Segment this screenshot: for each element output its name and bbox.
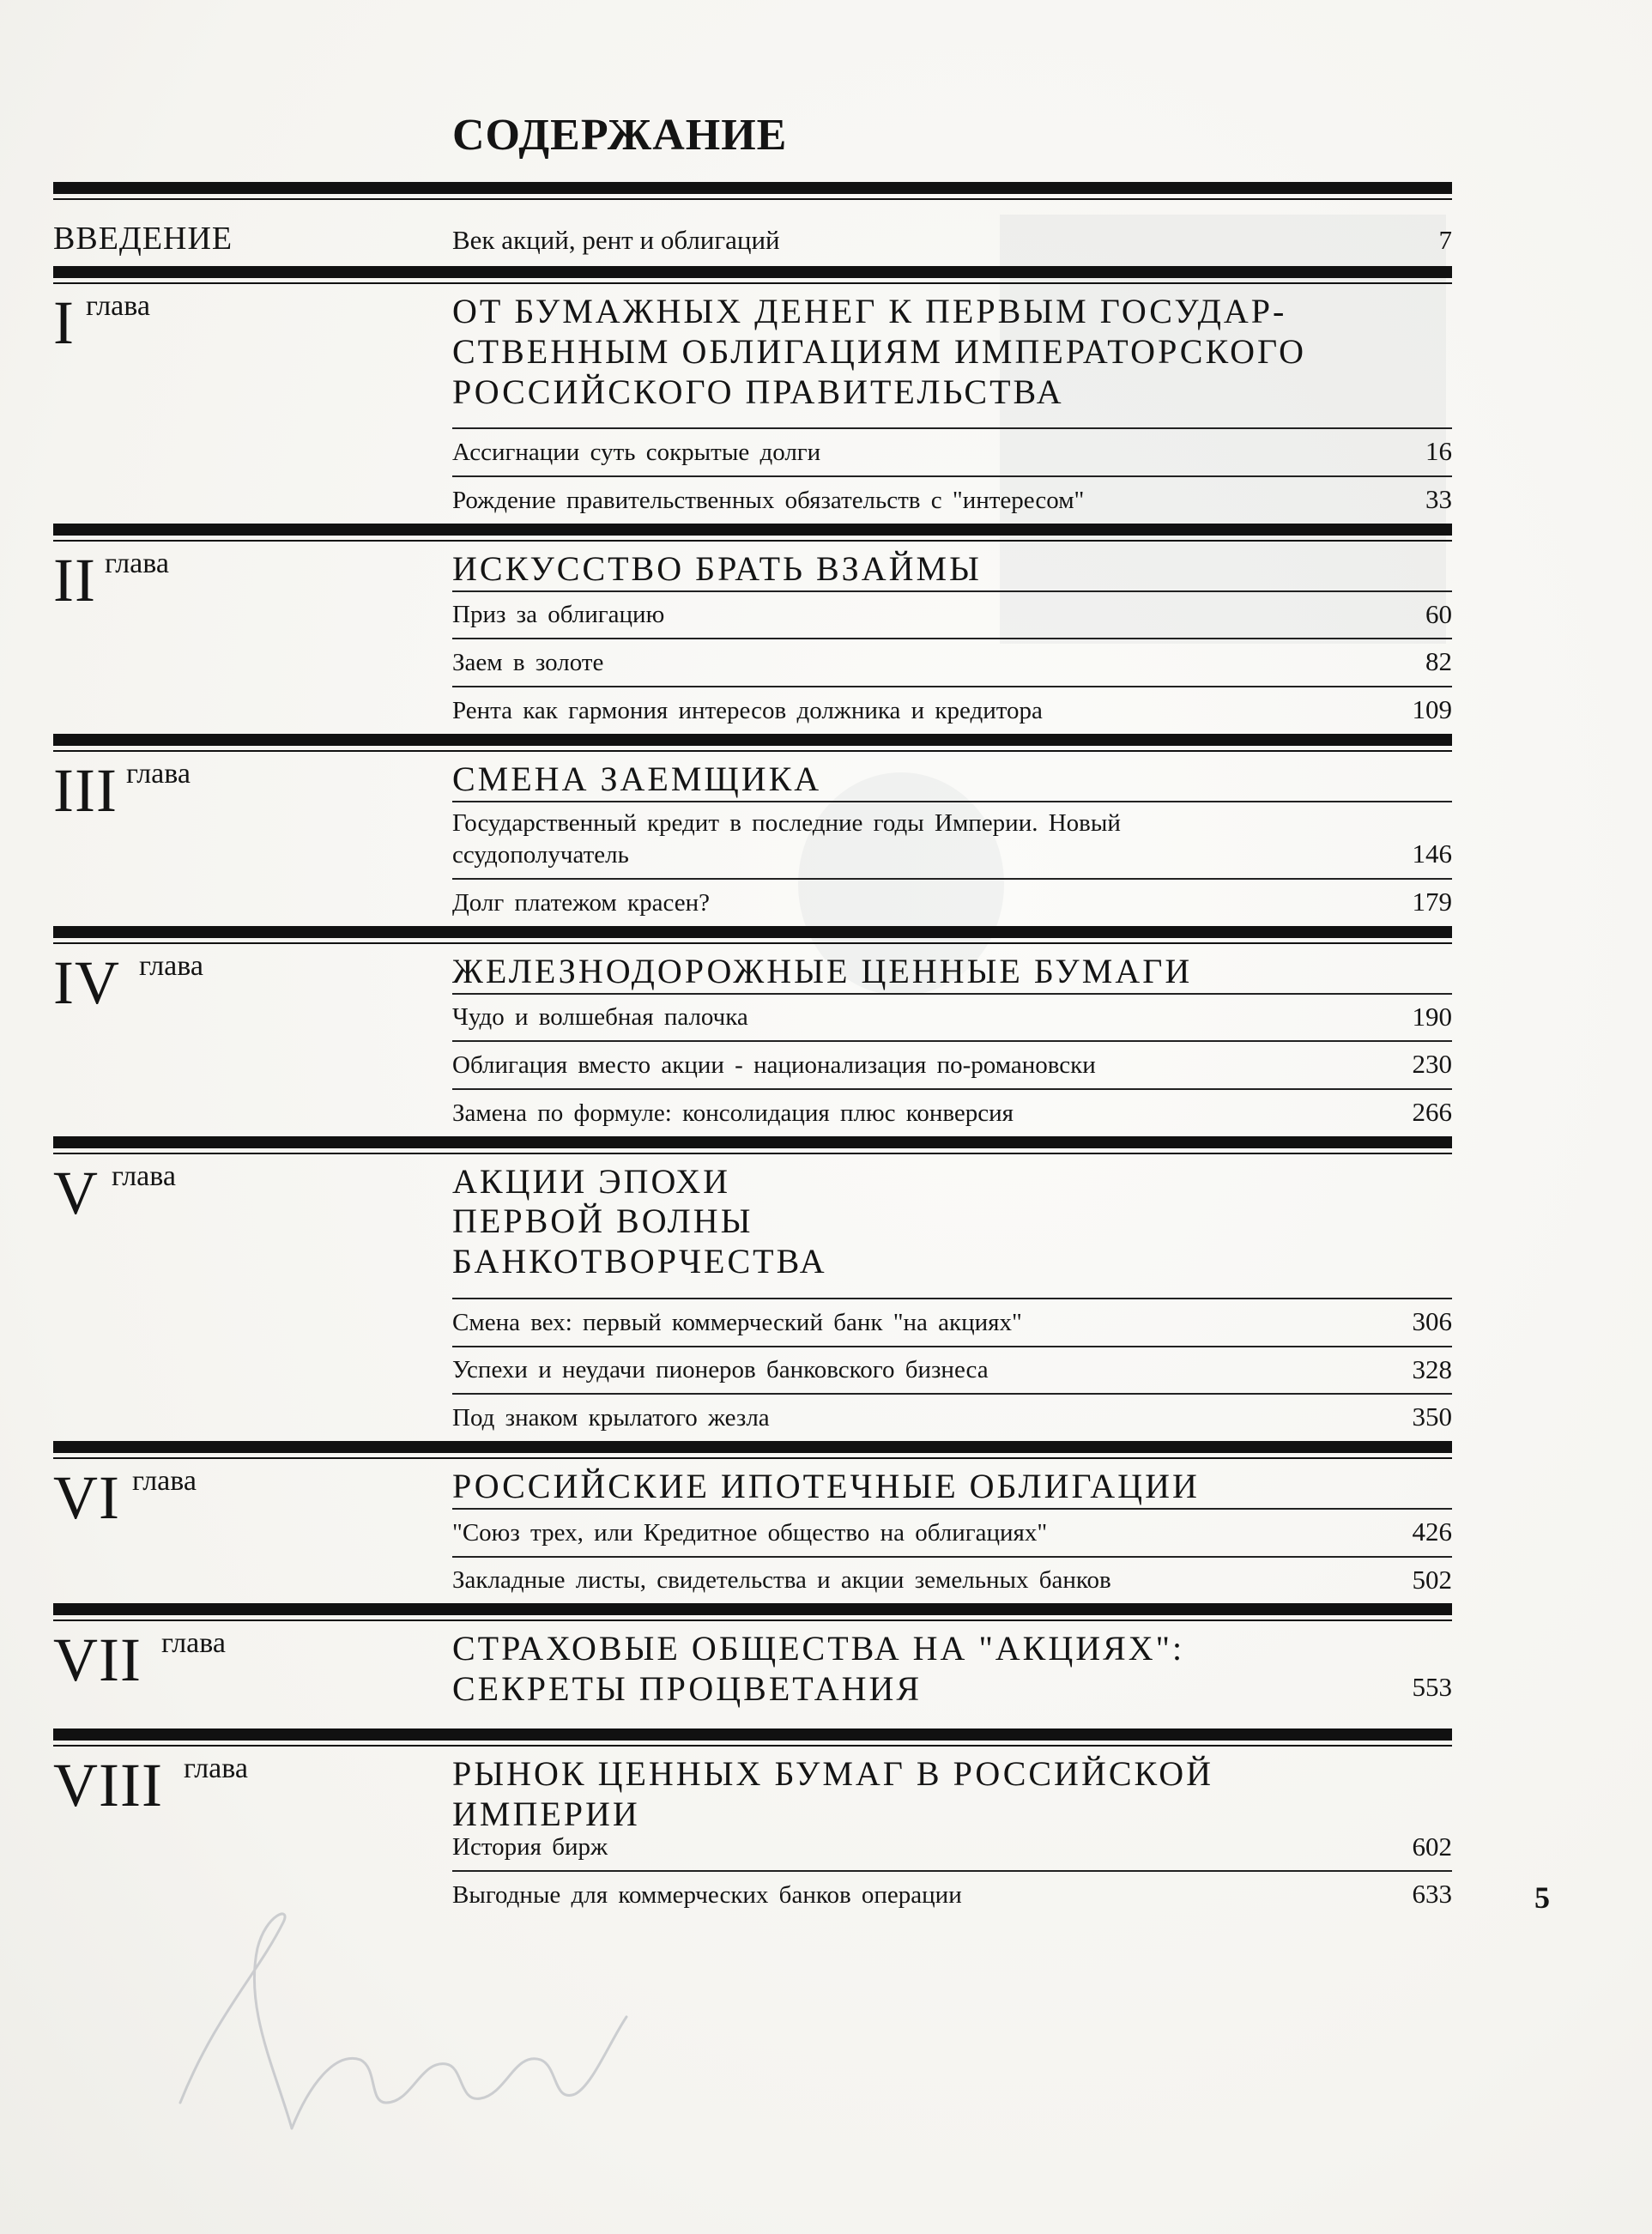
chapter-label (53, 1626, 452, 1698)
chapter-label (53, 1158, 452, 1231)
chapter-label (53, 545, 452, 615)
toc-entry-page: 230 (1412, 1049, 1452, 1080)
chapter-entries (452, 427, 1452, 523)
toc-entry[interactable] (452, 1298, 1452, 1346)
chapter-numeral: I (53, 288, 75, 357)
chapter-word: глава (126, 757, 191, 790)
pencil-signature-icon (163, 1845, 644, 2171)
chapter-5 (53, 1136, 1452, 1441)
chapter-title[interactable]: РОССИЙСКИЕ ИПОТЕЧНЫЕ ОБЛИГАЦИИ (452, 1467, 1200, 1506)
toc-entry-title: "Союз трех, или Кредитное общество на облигациях" (452, 1518, 1048, 1547)
toc-entry-title: Успехи и неудачи пионеров банковского бизнеса (452, 1356, 989, 1384)
toc-entry-title: Смена вех: первый коммерческий банк "на акциях" (452, 1308, 1022, 1336)
toc-entry-page: 16 (1425, 436, 1452, 467)
page-number: 5 (1534, 1880, 1550, 1915)
toc-entry-title: Рента как гармония интересов должника и кредитора (452, 696, 1043, 724)
toc-entry[interactable] (452, 801, 1452, 878)
toc-entry-title: Ассигнации суть сокрытые долги (452, 438, 821, 466)
toc-entry-title: Под знаком крылатого жезла (452, 1403, 770, 1432)
chapter-title: СТРАХОВЫЕ ОБЩЕСТВА НА "АКЦИЯХ": СЕКРЕТЫ ПРОЦВЕТАНИЯ (452, 1629, 1185, 1709)
toc-entry-title: Чудо и волшебная палочка (452, 1003, 748, 1032)
toc-entry[interactable] (452, 638, 1452, 686)
toc-entry-page: 146 (1412, 839, 1452, 869)
chapter-label (53, 755, 452, 825)
chapter-title-row[interactable] (452, 1629, 1452, 1710)
toc-entry-page: 60 (1425, 598, 1452, 629)
toc-entry[interactable] (452, 878, 1452, 926)
toc-entry-page: 306 (1412, 1306, 1452, 1337)
chapter-entries (452, 993, 1452, 1136)
toc-entry-page: 426 (1412, 1517, 1452, 1547)
table-of-contents (53, 182, 1452, 1918)
toc-entry-page: 328 (1412, 1353, 1452, 1384)
toc-entry-title: Облигация вместо акции - национализация по-романовски (452, 1050, 1096, 1079)
toc-entry-title: Закладные листы, свидетельства и акции земельных банков (452, 1566, 1111, 1595)
toc-entry-title: Государственный кредит в последние годы Империи. Новый ссудополучатель (452, 808, 1121, 869)
toc-entry[interactable] (452, 475, 1452, 524)
toc-entry[interactable] (452, 686, 1452, 734)
toc-entry-page: 179 (1412, 886, 1452, 917)
toc-entry-title: Долг платежом красен? (452, 888, 710, 917)
chapter-page: 553 (1412, 1672, 1452, 1702)
chapter-4 (53, 926, 1452, 1136)
toc-entry-title: Рождение правительственных обязательств с "интересом" (452, 486, 1085, 514)
chapter-word: глава (132, 1465, 197, 1498)
toc-entry-page: 266 (1412, 1096, 1452, 1127)
chapter-numeral: VI (53, 1463, 120, 1533)
chapter-entries (452, 1508, 1452, 1603)
chapter-numeral: II (53, 545, 96, 615)
intro-page: 7 (1438, 225, 1452, 255)
chapter-label (53, 1751, 452, 1819)
chapter-2 (53, 524, 1452, 734)
intro-label: ВВЕДЕНИЕ (53, 221, 233, 257)
chapter-title[interactable]: ИСКУССТВО БРАТЬ ВЗАЙМЫ (452, 548, 982, 588)
chapter-numeral: VII (53, 1626, 142, 1695)
chapter-numeral: IV (53, 947, 120, 1017)
toc-entry-page: 82 (1425, 646, 1452, 677)
toc-entry-page: 602 (1412, 1831, 1452, 1862)
chapter-numeral: III (53, 755, 118, 825)
chapter-numeral: V (53, 1158, 99, 1227)
chapter-entries (452, 1298, 1452, 1441)
toc-intro-section (53, 182, 1452, 266)
toc-entry[interactable] (452, 427, 1452, 475)
chapter-6 (53, 1441, 1452, 1603)
chapter-7 (53, 1603, 1452, 1728)
chapter-1 (53, 266, 1452, 524)
chapter-title[interactable]: АКЦИИ ЭПОХИ ПЕРВОЙ ВОЛНЫ БАНКОТВОРЧЕСТВА (452, 1161, 827, 1281)
chapter-label (53, 288, 452, 360)
chapter-entries (452, 590, 1452, 734)
toc-entry-title: Заем в золоте (452, 648, 604, 676)
toc-entry-title: История бирж (452, 1833, 608, 1862)
toc-entry-page: 502 (1412, 1564, 1452, 1595)
chapter-entries (452, 801, 1452, 926)
chapter-label (53, 1463, 452, 1533)
chapter-title[interactable]: РЫНОК ЦЕННЫХ БУМАГ В РОССИЙСКОЙ ИМПЕРИИ (452, 1754, 1213, 1833)
toc-entry-title: Приз за облигацию (452, 601, 665, 629)
chapter-word: глава (184, 1753, 248, 1784)
chapter-label (53, 947, 452, 1017)
toc-entry-page: 633 (1412, 1879, 1452, 1910)
toc-entry-page: 109 (1412, 694, 1452, 725)
toc-entry[interactable] (452, 1346, 1452, 1394)
chapter-numeral: VIII (53, 1751, 163, 1819)
chapter-word: глава (112, 1159, 176, 1192)
toc-entry-page: 33 (1425, 484, 1452, 515)
toc-entry-title: Выгодные для коммерческих банков операции (452, 1880, 962, 1909)
chapter-word: глава (139, 949, 203, 982)
page-title: СОДЕРЖАНИЕ (452, 111, 788, 160)
toc-entry-page: 190 (1412, 1001, 1452, 1032)
intro-title: Век акций, рент и облигаций (452, 225, 780, 255)
chapter-title[interactable]: СМЕНА ЗАЕМЩИКА (452, 759, 822, 798)
toc-entry[interactable] (452, 1556, 1452, 1604)
toc-entry[interactable] (452, 1040, 1452, 1088)
intro-row[interactable] (53, 194, 1452, 266)
toc-entry-page: 350 (1412, 1402, 1452, 1432)
toc-entry[interactable] (452, 1088, 1452, 1136)
chapter-word: глава (86, 290, 150, 322)
toc-entry-title: Замена по формуле: консолидация плюс конверсия (452, 1099, 1014, 1127)
chapter-title[interactable]: ОТ БУМАЖНЫХ ДЕНЕГ К ПЕРВЫМ ГОСУДАР-СТВЕННЫМ ОБЛИГАЦИЯМ ИМПЕРАТОРСКОГО РОССИЙСКОГО ПРАВИТЕЛЬСТВА (452, 292, 1307, 411)
chapter-word: глава (105, 547, 169, 579)
chapter-3 (53, 734, 1452, 926)
toc-entry[interactable] (452, 1393, 1452, 1441)
chapter-title[interactable]: ЖЕЛЕЗНОДОРОЖНЫЕ ЦЕННЫЕ БУМАГИ (452, 951, 1193, 990)
chapter-word: глава (161, 1627, 226, 1660)
